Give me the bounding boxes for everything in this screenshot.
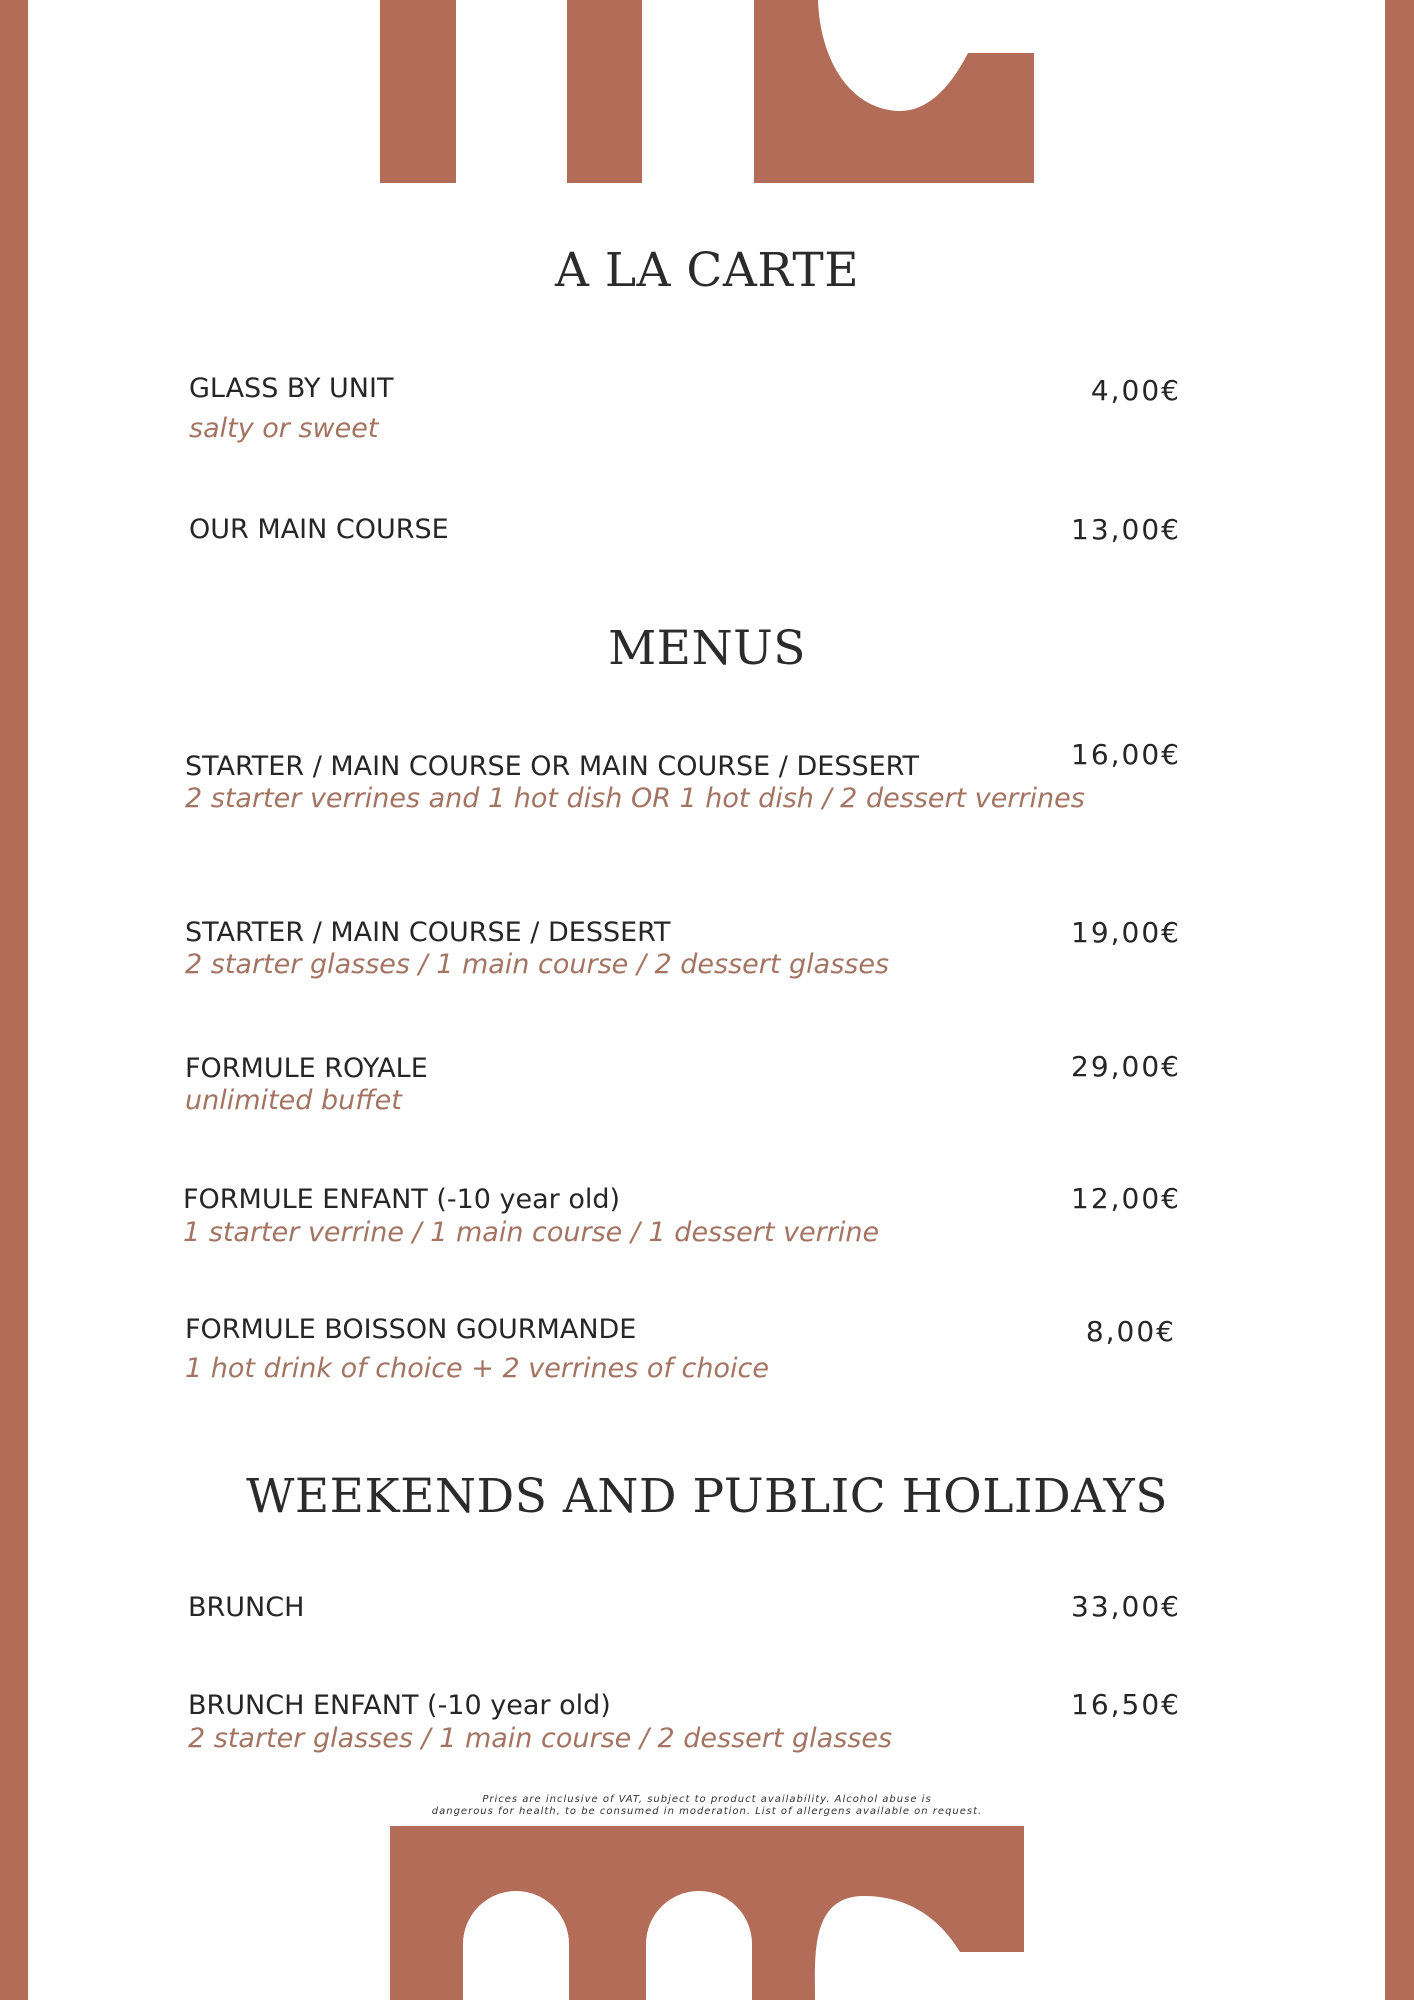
item-price: 33,00€ bbox=[1071, 1590, 1181, 1623]
item-price: 19,00€ bbox=[1071, 916, 1181, 949]
item-name: FORMULE BOISSON GOURMANDE bbox=[185, 1314, 637, 1345]
item-name: BRUNCH bbox=[188, 1592, 305, 1623]
item-description: salty or sweet bbox=[189, 413, 379, 444]
item-price: 12,00€ bbox=[1071, 1182, 1181, 1215]
left-border-bar bbox=[0, 0, 28, 2000]
item-name: STARTER / MAIN COURSE / DESSERT bbox=[185, 917, 671, 948]
right-border-bar bbox=[1385, 0, 1414, 2000]
section-title-menus: MENUS bbox=[608, 621, 806, 676]
item-name: BRUNCH ENFANT (-10 year old) bbox=[188, 1690, 611, 1721]
item-description: 1 hot drink of choice + 2 verrines of choice bbox=[185, 1353, 769, 1384]
legal-notice-line: dangerous for health, to be consumed in moderation. List of allergens available on request. bbox=[431, 1806, 983, 1817]
item-name: OUR MAIN COURSE bbox=[189, 514, 449, 545]
section-title-weekends: WEEKENDS AND PUBLIC HOLIDAYS bbox=[246, 1469, 1168, 1524]
mc-logo-top-icon bbox=[380, 0, 1034, 183]
item-price: 8,00€ bbox=[1085, 1315, 1176, 1348]
item-name: FORMULE ROYALE bbox=[185, 1053, 428, 1084]
item-name: STARTER / MAIN COURSE OR MAIN COURSE / DESSERT bbox=[185, 751, 919, 782]
item-description: 2 starter glasses / 1 main course / 2 dessert glasses bbox=[185, 949, 890, 980]
item-description: 1 starter verrine / 1 main course / 1 dessert verrine bbox=[183, 1217, 880, 1248]
item-price: 13,00€ bbox=[1071, 513, 1181, 546]
item-description: 2 starter glasses / 1 main course / 2 dessert glasses bbox=[188, 1723, 893, 1754]
item-price: 4,00€ bbox=[1090, 374, 1181, 407]
legal-notice-line: Prices are inclusive of VAT, subject to product availability. Alcohol abuse is bbox=[482, 1794, 932, 1805]
item-price: 16,00€ bbox=[1071, 738, 1181, 771]
section-title-a-la-carte: A LA CARTE bbox=[554, 243, 860, 298]
item-price: 16,50€ bbox=[1071, 1688, 1181, 1721]
item-price: 29,00€ bbox=[1071, 1050, 1181, 1083]
item-name: GLASS BY UNIT bbox=[189, 373, 394, 404]
item-name: FORMULE ENFANT (-10 year old) bbox=[183, 1184, 621, 1215]
item-description: unlimited buffet bbox=[185, 1085, 402, 1116]
legal-notice bbox=[0, 1794, 1414, 1818]
mc-logo-bottom-icon bbox=[390, 1826, 1024, 2000]
item-description: 2 starter verrines and 1 hot dish OR 1 hot dish / 2 dessert verrines bbox=[185, 783, 1085, 814]
